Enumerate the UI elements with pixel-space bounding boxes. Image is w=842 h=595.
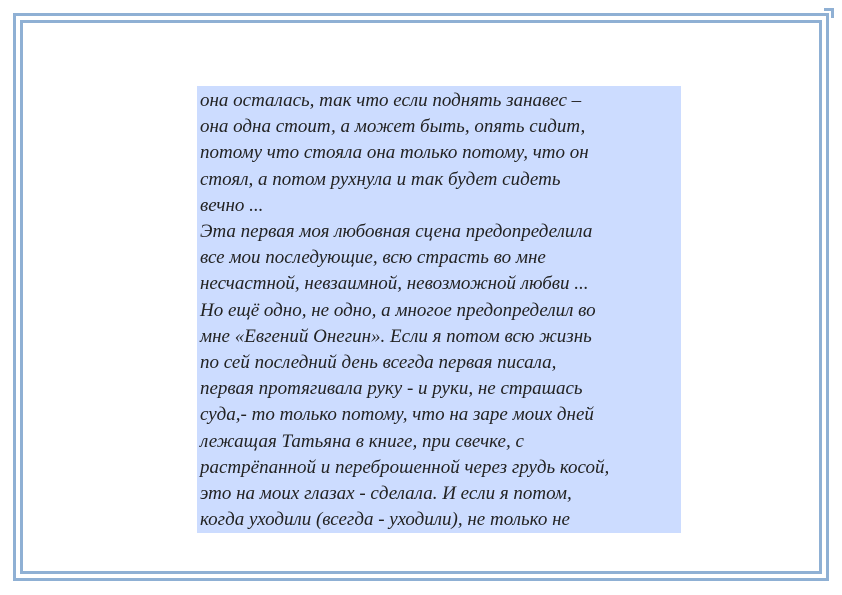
text-line: суда,- то только потому, что на заре моих дней xyxy=(200,404,594,426)
text-line: вечно ... xyxy=(200,194,264,216)
text-line: это на моих глазах - сделала. И если я потом, xyxy=(200,483,572,505)
text-line: потому что стояла она только потому, что он xyxy=(200,142,589,164)
text-line: мне «Евгений Онегин». Если я потом всю жизнь xyxy=(200,325,592,347)
text-line: лежащая Татьяна в книге, при свечке, с xyxy=(200,430,524,452)
text-line: по сей последний день всегда первая писала, xyxy=(200,352,557,374)
text-line: Эта первая моя любовная сцена предопределила xyxy=(200,221,593,243)
text-line: Но ещё одно, не одно, а многое предопределил во xyxy=(200,299,596,321)
text-line: несчастной, невзаимной, невозможной любви ... xyxy=(200,273,589,295)
text-line: стоял, а потом рухнула и так будет сидеть xyxy=(200,168,561,190)
text-line: растрёпанной и переброшенной через грудь косой, xyxy=(200,456,610,478)
slide-frame-corner xyxy=(824,8,834,18)
text-line: все мои последующие, всю страсть во мне xyxy=(200,247,546,269)
text-line: она осталась, так что если поднять занавес – xyxy=(200,90,582,111)
text-line: первая протягивала руку - и руки, не страшась xyxy=(200,378,583,400)
quote-text-box xyxy=(197,86,681,533)
text-line: она одна стоит, а может быть, опять сидит, xyxy=(200,116,586,138)
text-line: когда уходили (всегда - уходили), не только не xyxy=(200,509,570,531)
